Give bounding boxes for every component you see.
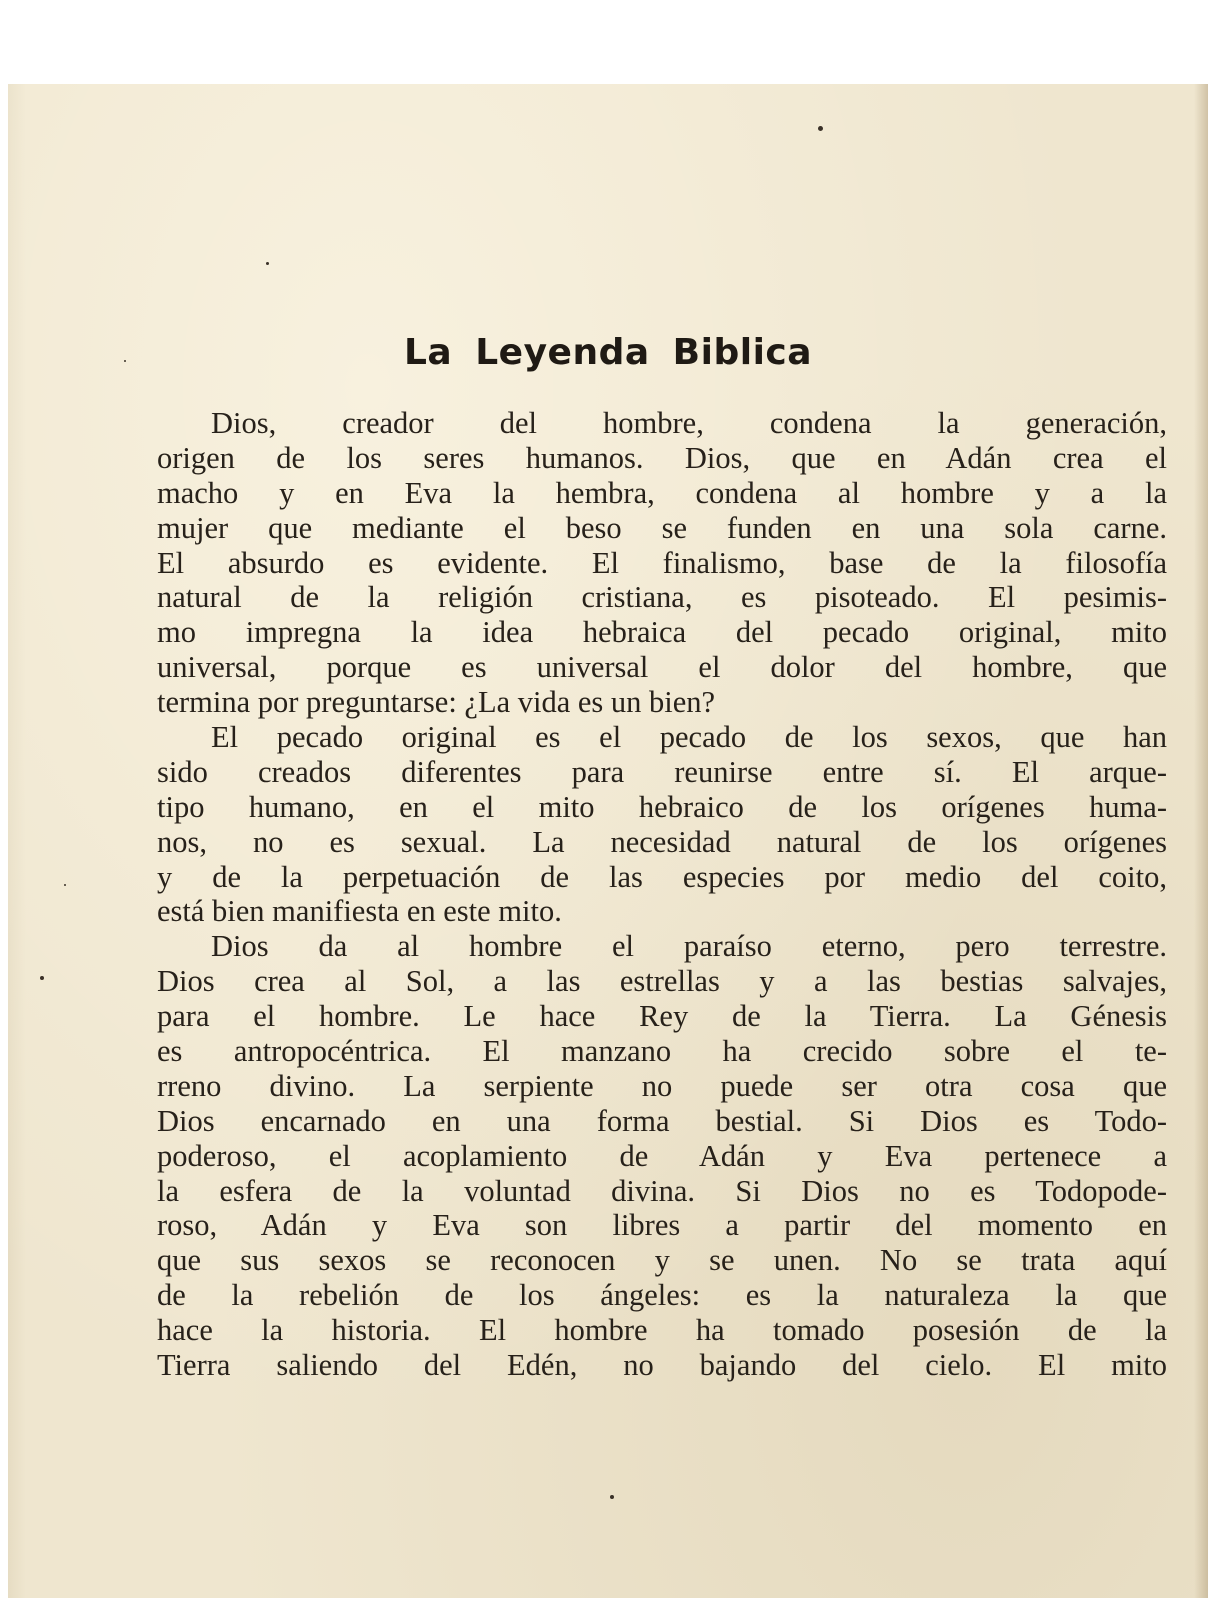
text-line: sido creados diferentes para reunirse entre sí. El arque-	[157, 754, 1167, 789]
text-line: mujer que mediante el beso se funden en una sola carne.	[157, 510, 1167, 545]
text-line: macho y en Eva la hembra, condena al hombre y a la	[157, 475, 1167, 510]
text-line: Dios encarnado en una forma bestial. Si Dios es Todo-	[157, 1103, 1167, 1138]
text-line: natural de la religión cristiana, es pisoteado. El pesimis-	[157, 580, 1167, 615]
text-line: Dios da al hombre el paraíso eterno, pero terrestre.	[211, 929, 1167, 964]
text-line: tipo humano, en el mito hebraico de los orígenes huma-	[157, 789, 1167, 824]
body-text	[157, 406, 1167, 1383]
scanned-page	[8, 84, 1208, 1598]
text-line: El pecado original es el pecado de los sexos, que han	[211, 720, 1167, 755]
page-title: La Leyenda Biblica	[403, 332, 813, 373]
text-line: nos, no es sexual. La necesidad natural de los orígenes	[157, 824, 1167, 859]
text-line: universal, porque es universal el dolor del hombre, que	[157, 650, 1167, 685]
text-line: Tierra saliendo del Edén, no bajando del cielo. El mito	[157, 1348, 1167, 1383]
text-line: hace la historia. El hombre ha tomado posesión de la	[157, 1313, 1167, 1348]
ink-speck	[40, 976, 44, 980]
ink-speck	[818, 126, 823, 131]
text-line: y de la perpetuación de las especies por medio del coito,	[157, 859, 1167, 894]
text-line: termina por preguntarse: ¿La vida es un bien?	[157, 685, 716, 720]
page-edge-shadow	[1194, 84, 1208, 1598]
text-line: que sus sexos se reconocen y se unen. No se trata aquí	[157, 1243, 1167, 1278]
text-line: poderoso, el acoplamiento de Adán y Eva pertenece a	[157, 1138, 1167, 1173]
text-line: la esfera de la voluntad divina. Si Dios no es Todopode-	[157, 1173, 1167, 1208]
text-line: rreno divino. La serpiente no puede ser otra cosa que	[157, 1068, 1167, 1103]
ink-speck	[610, 1495, 614, 1499]
text-line: Dios, creador del hombre, condena la generación,	[211, 406, 1167, 440]
text-line: El absurdo es evidente. El finalismo, base de la filosofía	[157, 545, 1167, 580]
text-line: para el hombre. Le hace Rey de la Tierra. La Génesis	[157, 999, 1167, 1034]
text-line: está bien manifiesta en este mito.	[157, 894, 562, 929]
text-line: mo impregna la idea hebraica del pecado original, mito	[157, 615, 1167, 650]
text-line: origen de los seres humanos. Dios, que en Adán crea el	[157, 440, 1167, 475]
ink-speck	[64, 884, 66, 886]
text-line: Dios crea al Sol, a las estrellas y a las bestias salvajes,	[157, 964, 1167, 999]
text-line: roso, Adán y Eva son libres a partir del momento en	[157, 1208, 1167, 1243]
ink-speck	[266, 262, 269, 265]
text-line: de la rebelión de los ángeles: es la naturaleza la que	[157, 1278, 1167, 1313]
text-line: es antropocéntrica. El manzano ha crecido sobre el te-	[157, 1034, 1167, 1069]
